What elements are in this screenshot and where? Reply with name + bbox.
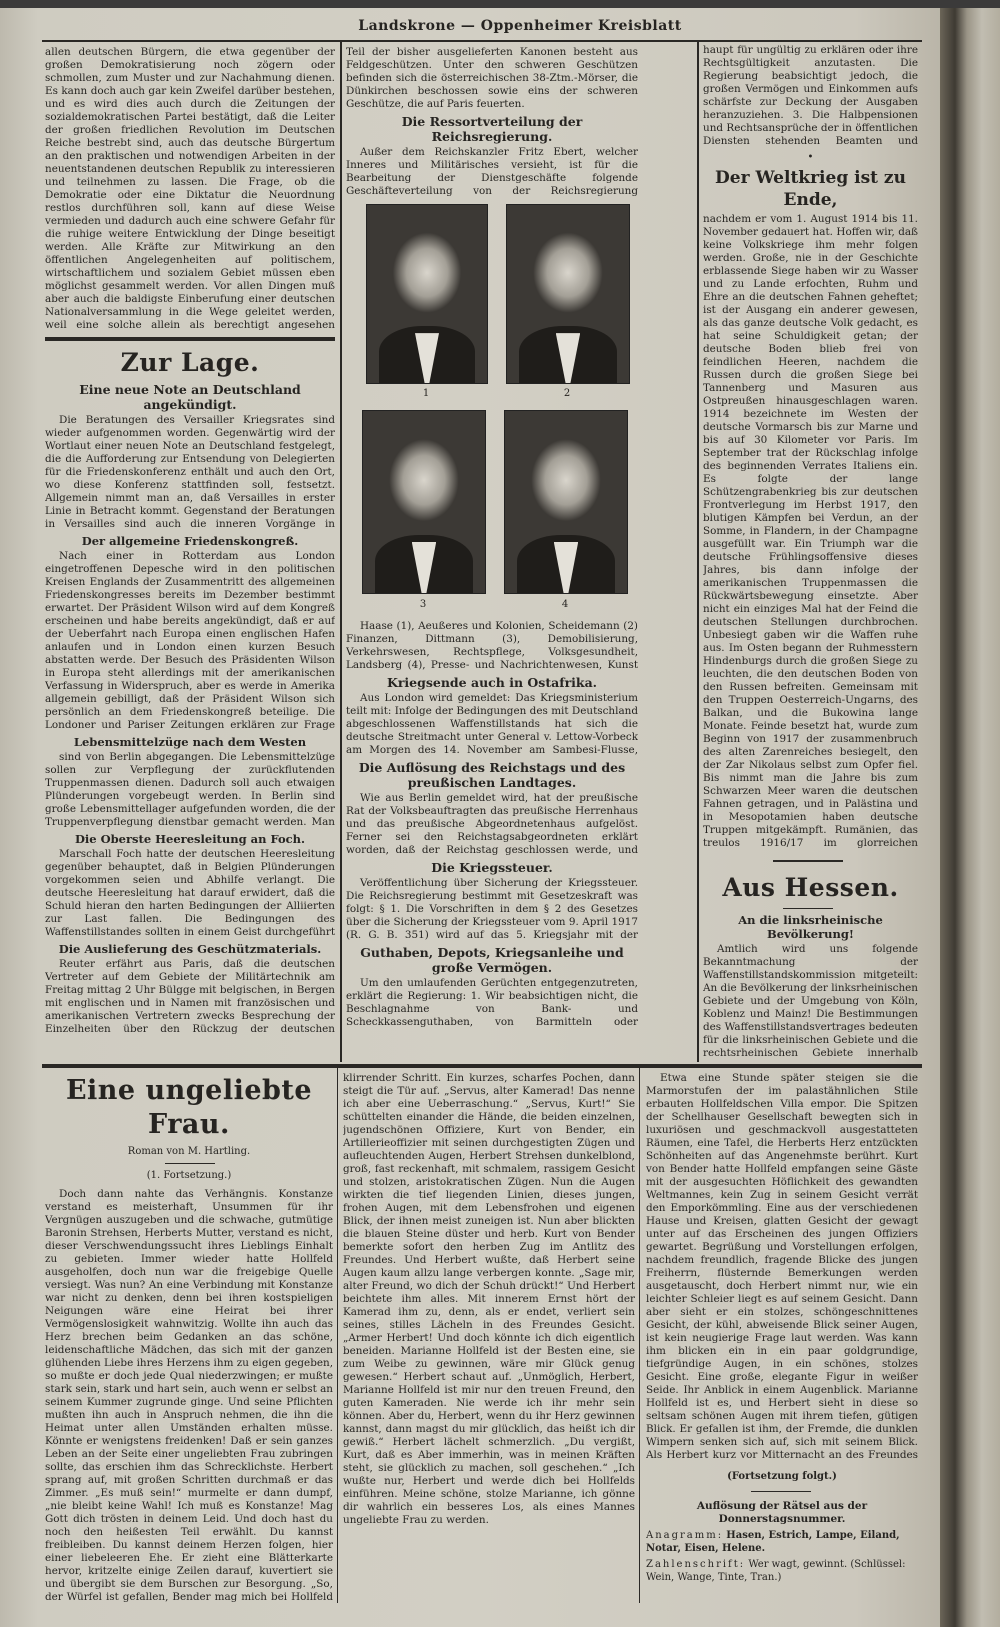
article-heading: Eine neue Note an Deutschland angekündigt. (79, 382, 301, 412)
article-text: Amtlich wird uns folgende Bekanntmachung der Waffenstillstandskommission mitgeteilt: An die Bevölkerung der linksrheinischen Gebiete und der Umgebung von Köln, Koblenz und Mainz! Die Bestimmungen des Waffenstillstandsvertrages bedeuten für die linksrheinischen Gebiete und die rechtsrheinischen Gebiete innerhalb (703, 943, 918, 1059)
article-heading: Die Oberste Heeresleitung an Foch. (74, 832, 306, 846)
article-text: sind von Berlin abgegangen. Die Lebensmittelzüge sollen zur Verpflegung der zurückflutenden Truppenmassen dienen. Dadurch soll auch etwaigen Plünderungen vorgebeugt werden. In Berlin sind große Lebensmittellager aufgefunden worden, die der Truppenverpflegung dienstbar gemacht werden. Man (45, 751, 335, 828)
feuilleton-rule (42, 1064, 922, 1068)
column-3 (703, 44, 918, 1060)
masthead: Landskrone — Oppenheimer Kreisblatt (358, 18, 682, 34)
separator-dot: • (807, 152, 814, 163)
novel-text: Etwa eine Stunde später steigen sie die Marmorstufen der im palastähnlichen Stile erbauten Hollfeldschen Villa empor. Die Spitzen der Schellhauser Gesellschaft bewegten sich in luxuriösen und geschmackvoll ausgestatteten Räumen, eine Tafel, die Herberts Herz entzückten Schönheiten auf das Angenehmste berührt. Kurt von Bender hatte Hollfeld empfangen seine Gäste mit der ausgesuchten Höflichkeit des gewandten Weltmannes, kein Zug in seinem Gesicht verrät den Emporkömmling. Eine aus der verschiedenen Hause und Kreisen, glatten Gesicht der gewagt unter auf das Erscheinen des jungen Offiziers gewartet. Begrüßung und Vorstellungen erfolgen, nachdem freundlich, fragende Blicke des jungen Freiherrn, flüsternde Bemerkungen werden ausgetauscht, doch Herbert nimmt nur, wie ein leichter Schleier liegt es auf seinem Gesicht. Dann aber sieht er ein stolzes, schöngeschnittenes Gesicht, der kühl, abweisende Blick seiner Augen, ist kein neugierige Frage laut werden. Was kann ihm blicken ein in ein paar goldgrundige, tiefgründige Augen, in ein schönes, stolzes Gesicht. Eine große, elegante Figur in weißer Seide. Ihr Anblick in einem Augenblick. Marianne Hollfeld ist es, und Herbert sieht in diese so seltsam schönen Augen mit ihrem tiefen, gütigen Blick. Er gefallen ist ihm, der Fremde, die dunklen Wimpern senken sich auf, sich mit seinem Blick. Als Herbert kurz vor Mitternacht an des Freundes (646, 1072, 918, 1461)
article-intro: Teil der bisher ausgelieferten Kanonen besteht aus Feldgeschützen. Unter den schweren Geschützen befinden sich die österreichischen 38-Ztm.-Mörser, die Dünkirchen beschossen sowie eins der schweren Geschütze, die auf Paris feuerten. (346, 46, 638, 110)
novel-column-3 (646, 1072, 918, 1612)
article-heading: Die Ressortverteilung der Reichsregierung. (401, 114, 583, 144)
article-text: Reuter erfährt aus Paris, daß die deutschen Vertreter auf dem Gebiete der Militärtechnik am Freitag mittag 2 Uhr Bülgge mit belgischen, in Bergen mit englischen und in Namen mit französischen und amerikanischen Vertretern zwecks Besprechung der Einzelheiten über den Rückzug der deutschen (45, 958, 335, 1035)
anagram-solution: Hasen, Estrich, Lampe, Eiland, Notar, Eisen, Helene. (646, 1530, 900, 1554)
article-text: Marschall Foch hatte der deutschen Heeresleitung gegenüber behauptet, daß in Belgien Plünderungen vorgekommen seien und Abhilfe verlangt. Die deutsche Heeresleitung hat darauf erwidert, daß die Schuld hieran den harten Bedingungen der Alliierten zur Last fallen. Die Bedingungen des Waffenstillstandes sollten in einem Geist durchgeführt (45, 848, 335, 938)
section-rule (751, 1491, 811, 1492)
column-divider (697, 42, 699, 1062)
puzzle-number-code (646, 1558, 918, 1584)
portrait-photo-2 (506, 204, 630, 384)
column-1 (45, 46, 335, 1060)
puzzle-heading: Auflösung der Rätsel aus der Donnerstagsnummer. (696, 1500, 868, 1525)
photo-number: 4 (561, 599, 569, 610)
anagram-label: Anagramm: (646, 1530, 724, 1541)
article-text: Veröffentlichung über Sicherung der Kriegssteuer. Die Reichsregierung bestimmt mit Gesetzeskraft was folgt: § 1. Die Vorschriften in dem § 2 des Gesetzes über die Sicherung der Kriegssteuer vom 9. April 1917 (R. G. B. 351) wird auf das 5. Kriegsjahr mit der (346, 877, 638, 941)
section-rule (45, 337, 335, 341)
column-divider (340, 42, 342, 1062)
novel-text: Doch dann nahte das Verhängnis. Konstanze verstand es meisterhaft, Unsummen für ihr Vergnügen auszugeben und die schwache, gutmütige Baronin Strehsen, Herberts Mutter, verstand es nicht, dieser Verschwendungssucht ihres Lieblings Einhalt zu gebieten. Immer wieder hatte Hollfeld ausgeholfen, doch nun war die freigebige Quelle versiegt. Was nun? An eine Verbindung mit Konstanze war nicht zu denken, denn bei ihren kostspieligen Neigungen wäre eine Heirat bei ihrer Vermögenslosigkeit wahnwitzig. Wollte ihn auch das Herz brechen beim Gedanken an das schöne, leidenschaftliche Mädchen, das sich mit der ganzen glühenden Liebe ihres Herzens ihm zu eigen gegeben, so mußte er doch jede Qual niederzwingen; er mußte stark sein, stark und hart sein, auch wenn er selbst an seinem Kummer zugrunde ginge. Und seine Pflichten mußten ihn auch in Anspruch nehmen, die ihn die Heimat unter allen Umständen erhalten müsse. Könnte er wenigstens freidenken! Daß er sein ganzes Leben an der Seite einer ungeliebten Frau zubringen sollte, das erschien ihm das Schrecklichste. Herbert sprang auf, mit großen Schritten durchmaß er das Zimmer. „Es muß sein!“ murmelte er dann dumpf, „nie bleibt keine Wahl! Ich muß es Konstanze! Mag Gott dich trösten in deinem Leid. Und doch hast du noch den heißesten Teil erwählt. Du kannst freibleiben. Du kannst deinem Herzen folgen, hier einer liebeleeren Ehe. Er zieht eine Blätterkarte hervor, kritzelte einige Zeilen darauf, kuvertiert sie und übergibt sie dem Burschen zur Besorgung. „So, der Würfel ist gefallen, Bender mag mich bei Hollfeld (45, 1188, 333, 1603)
book-spine (940, 0, 1000, 1627)
article-text: Wie aus Berlin gemeldet wird, hat der preußische Rat der Volksbeauftragten das preußische Herrenhaus und das preußische Abgeordnetenhaus aufgelöst. Ferner sei den Reichstagsabgeordneten erklärt worden, daß der Reichstag geschlossen werde, und (346, 792, 638, 856)
novel-continued: (Fortsetzung folgt.) (727, 1471, 837, 1482)
novel-column-2 (343, 1072, 635, 1604)
column-divider (337, 1068, 338, 1603)
portrait-photo-4 (504, 410, 628, 594)
portrait-photo-1 (366, 204, 488, 384)
puzzle-anagram (646, 1529, 918, 1555)
article-text: Außer dem Reichskanzler Fritz Ebert, welcher Inneres und Militärisches versieht, ist für die Bearbeitung der Dienstgeschäfte folgende Geschäfteverteilung von der Reichsregierung (346, 146, 638, 197)
novel-column-1 (45, 1074, 333, 1604)
section-title-aus-hessen: Aus Hessen. (722, 873, 899, 902)
article-intro: allen deutschen Bürgern, die etwa gegenüber der großen Demokratisierung noch zögern oder schmollen, zum Muster und zur Nachahmung dienen. Es kann doch auch gar kein Zweifel darüber bestehen, und es wird dies auch durch die Zeitungen der sozialdemokratischen Partei bestätigt, daß die Leiter der großen friedlichen Revolution im Deutschen Reiche bestrebt sind, auch das deutsche Bürgertum an den praktischen und notwendigen Arbeiten in der neuentstandenen deutschen Republik zu interessieren und teilnehmen zu lassen. Die Frage, ob die Demokratie oder eine Diktatur die Neuordnung restlos durchführen soll, kann auf diese Weise vermieden und dadurch auch eine schwere Gefahr für die ruhige weitere Entwicklung der Dinge beseitigt werden. Alle Kräfte zur Mitwirkung an den öffentlichen Angelegenheiten auf politischem, wirtschaftlichem und sozialem Gebiet müssen eben möglichst gesammelt werden. Vor allen Dingen muß aber auch die baldigste Einberufung einer deutschen Nationalversammlung in die Wege geleitet werden, weil eine solche allein als berechtigt angesehen (45, 46, 335, 331)
section-rule (773, 860, 843, 862)
article-heading: An die linksrheinische Bevölkerung! (738, 913, 883, 941)
scan-edge (0, 0, 1000, 8)
article-text: Um den umlaufenden Gerüchten entgegenzutreten, erklärt die Regierung: 1. Wir beabsichtigen nicht, die Beschlagnahme von Bank- und Scheckkassenguthaben, von Barmitteln oder (346, 977, 638, 1028)
photo-caption: Haase (1), Aeußeres und Kolonien, Scheidemann (2) Finanzen, Dittmann (3), Demobilisierung, Verkehrswesen, Rechtspflege, Volksgesundheit, Landsberg (4), Presse- und Nachrichtenwesen, Kunst (346, 620, 638, 671)
article-heading: Die Auflösung des Reichstags und des preußischen Landtages. (358, 760, 626, 790)
novel-installment: (1. Fortsetzung.) (146, 1170, 232, 1181)
photo-number: 3 (419, 599, 427, 610)
photo-number: 2 (563, 388, 571, 399)
section-title-zur-lage: Zur Lage. (120, 348, 260, 377)
section-rule (783, 908, 833, 909)
article-heading: Lebensmittelzüge nach dem Westen (73, 735, 307, 749)
article-heading: Die Auslieferung des Geschützmaterials. (58, 942, 322, 956)
portrait-photo-3 (362, 410, 486, 594)
masthead-rule (42, 40, 922, 42)
photo-number: 1 (422, 388, 430, 399)
article-text: nachdem er vom 1. August 1914 bis 11. November gedauert hat. Hoffen wir, daß keine Volkskriege ihm mehr folgen werden. Große, nie in der Geschichte erblassende Siege haben wir zu Wasser und zu Lande erfochten, Ruhm und Ehre an die deutschen Fahnen geheftet; ist der Ausgang ein anderer gewesen, als das ganze deutsche Volk gedacht, es hat seine Schuldigkeit getan; der deutsche Boden blieb frei von feindlichen Heeren, nachdem die Russen durch die großen Siege bei Tannenberg und Masuren aus Ostpreußen hinausgeschlagen waren. 1914 bezeichnete im Westen der deutsche Vormarsch bis zur Marne und bis auf 30 Kilometer vor Paris. Im September trat der Rückschlag infolge des beginnenden Verrates Italiens ein. Es folgte der lange Schützengrabenkrieg bis zur deutschen Frontverlegung im Herbst 1917, den blutigen Kämpfen bei Verdun, an der Somme, in Flandern, in der Champagne ausgefüllt war. Ein Triumph war die deutsche Frühlingsoffensive dieses Jahres, bis dann infolge der amerikanischen Truppenmassen die Rückwärtsbewegung einsetzte. Aber nicht ein einziges Mal hat der Feind die deutschen Stellungen durchbrochen. Unbesiegt gaben wir die Waffen ruhe aus. Im Osten begann der Ruhmesstern Hindenburgs durch die großen Siege zu leuchten, die den deutschen Boden von den Russen befreiten. Gemeinsam mit den Truppen Oesterreich-Ungarns, des Balkan, und die Bukowina lange Monate. Feinde besetzt hat, wurde zum Beginn von 1917 der zusammenbruch des alten Zarenreiches besiegelt, den der Zar Nikolaus selbst zum Opfer fiel. Bis nimmt man die Jahre bis zum Schwarzen Meer waren die deutschen Fahnen getragen, und in Palästina und in Mesopotamien haben deutsche Truppen mitgekämpft. Rumänien, das treulos 1916/17 im glorreichen (703, 213, 918, 849)
column-2 (346, 46, 638, 1060)
portrait-gallery (346, 204, 638, 616)
article-intro: haupt für ungültig zu erklären oder ihre Rechtsgültigkeit anzutasten. Die Regierung beabsichtigt jedoch, die großen Vermögen und Einkommen aufs schärfste zur Deckung der Ausgaben heranzuziehen. 3. Die Halbpensionen und Rechtsansprüche der in öffentlichen Diensten stehenden Beamten und (703, 44, 918, 147)
article-text: Nach einer in Rotterdam aus London eingetroffenen Depesche wird in den politischen Kreisen Englands der Zusammentritt des allgemeinen Friedenskongresses bereits im Dezember bestimmt erwartet. Der Präsident Wilson wird auf dem Kongreß erscheinen und habe bereits angekündigt, daß er auf der Ueberfahrt nach Europa einen englischen Hafen anlaufen und in London einen kurzen Besuch abstatten werde. Der Besuch des Präsidenten Wilson in Europa steht allerdings mit der amerikanischen Verfassung in Widerspruch, aber es werde in Amerika allgemein gebilligt, daß der Präsident Wilson sich persönlich an dem Friedenskongreß beteilige. Die Londoner und Pariser Zeitungen erklären zur Frage (45, 550, 335, 731)
article-text: Die Beratungen des Versailler Kriegsrates sind wieder aufgenommen worden. Gegenwärtig wird der Wortlaut einer neuen Note an Deutschland festgelegt, die die Aufforderung zur Entsendung von Delegierten für die Friedenskonferenz enthält und auch den Ort, wo diese Konferenz stattfinden soll, festsetzt. Allgemein nimmt man an, daß Versailles in erster Linie in Betracht kommt. Gegenstand der Beratungen in Versailles sind auch die inneren Vorgänge in (45, 414, 335, 530)
article-heading: Guthaben, Depots, Kriegsanleihe und große Vermögen. (360, 945, 624, 975)
column-divider (639, 1068, 640, 1603)
article-heading: Kriegsende auch in Ostafrika. (386, 675, 598, 690)
byline-rule (165, 1163, 215, 1164)
novel-text: klirrender Schritt. Ein kurzes, scharfes Pochen, dann steigt die Tür auf. „Servus, alter Kamerad! Das nenne ich aber eine Ueberraschung.“ „Servus, Kurt!“ Sie schüttelten einander die Hände, die beiden einzelnen, jugendschönen Offiziere, Kurt von Bender, ein Artillerieoffizier mit seinen durchgestigten Zügen und aufleuchtenden Augen, Herbert Strehsen dunkelblond, groß, fast reckenhaft, mit schmalem, rassigem Gesicht und stolzen, aristokratischen Zügen. Nun die Augen wirkten die tief liegenden Linien, dieses jungen, frohen Augen, mit dem Lebensfrohen und eigenen Blick, der ihnen meist zuneigen ist. Nun aber blickten die blauen Steine düster und herb. Kurt von Bender bemerkte sofort den herben Zug im Antlitz des Freundes. Und Herbert wußte, daß Herbert seine Augen kaum allzu lange verbergen konnte. „Sage mir, alter Freund, wo dich der Schuh drückt!“ Und Herbert beichtete ihm alles. Mit innerem Ernst hört der Kamerad ihm zu, denn, als er endet, verliert sein seines, stilles Lächeln in des Freundes Gesicht. „Armer Herbert! Und doch könnte ich dich eigentlich beneiden. Marianne Hollfeld ist der Besten eine, sie zum Weibe zu gewinnen, wäre mir Glück genug gewesen.“ Herbert schaut auf. „Unmöglich, Herbert, Marianne Hollfeld ist mir nur den treuen Freund, den guten Kameraden. Nie werde ich ihr mehr sein können. Aber du, Herbert, wenn du ihr Herz gewinnen kannst, dann magst du mir glücklich, das heißt ich dir gewiß.“ Herbert lächelt schmerzlich. „Du vergißt, Kurt, daß es Aber immerhin, was in meinen Kräften steht, sie glücklich zu machen, soll geschehen.“ „Ich wußte nur, Herbert und werde dich bei Hollfelds einführen. Meine schöne, stolze Marianne, ich gönne dir wahrlich ein besseres Los, als eines Mannes ungeliebte Frau zu werden. (343, 1072, 635, 1526)
number-code-label: Zahlenschrift: (646, 1559, 746, 1570)
number-code-solution: Wer wagt, gewinnt. (Schlüssel: Wein, Wange, Tinte, Tran.) (646, 1559, 906, 1583)
article-heading: Der allgemeine Friedenskongreß. (81, 534, 299, 548)
novel-byline: Roman von M. Hartling. (127, 1146, 251, 1157)
novel-title: Eine ungeliebte Frau. (65, 1075, 313, 1140)
article-heading-weltkrieg: Der Weltkrieg ist zu Ende, (715, 168, 906, 210)
article-heading: Die Kriegssteuer. (431, 860, 553, 875)
article-text: Aus London wird gemeldet: Das Kriegsministerium teilt mit: Infolge der Bedingungen des mit Deutschland abgeschlossenen Waffenstillstands hat sich die deutsche Streitmacht unter General v. Lettow-Vorbeck am Morgen des 14. November am Sambesi-Flusse, (346, 692, 638, 756)
